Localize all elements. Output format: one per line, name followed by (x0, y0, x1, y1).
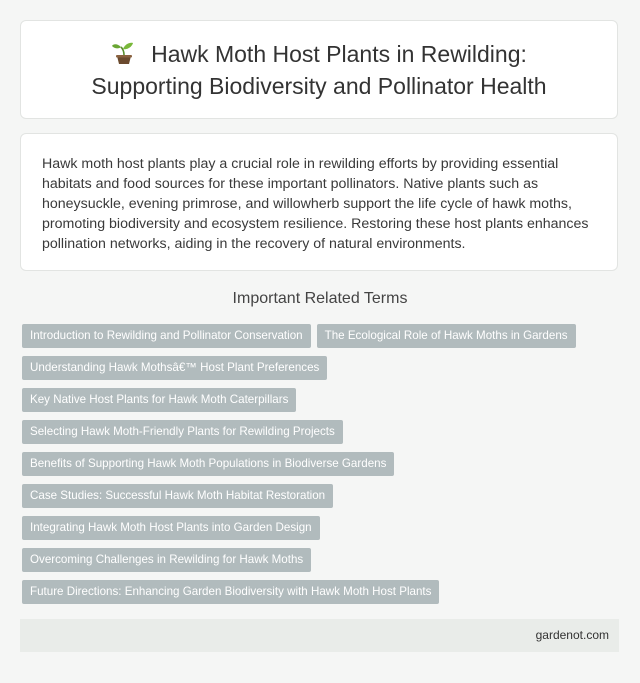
tag-row (22, 388, 622, 414)
summary-text: Hawk moth host plants play a crucial role in rewilding efforts by providing essential habitats and food sources for these important pollinators. Native plants such as honeysuckle, evening primrose, and willowherb support the life cycle of hawk moths, promoting biodiversity and ecosystem resilience. Restoring these host plants enhances pollination networks, aiding in the recovery of natural environments. (42, 156, 589, 252)
tag-row (22, 356, 622, 382)
title-line-1: Hawk Moth Host Plants in Rewilding: (151, 40, 527, 67)
title-card (20, 20, 618, 119)
tag-row (22, 420, 622, 446)
related-term-tag[interactable]: Integrating Hawk Moth Host Plants into Garden Design (22, 516, 320, 540)
related-term-tag[interactable]: Key Native Host Plants for Hawk Moth Caterpillars (22, 388, 296, 412)
related-terms-heading: Important Related Terms (232, 290, 408, 307)
related-term-tag[interactable]: The Ecological Role of Hawk Moths in Gardens (317, 324, 576, 348)
tag-row (22, 580, 622, 606)
tag-row (22, 548, 622, 574)
footer-site-link[interactable]: gardenot.com (535, 628, 609, 642)
footer (20, 619, 619, 652)
tag-row (22, 484, 622, 510)
page-title (91, 38, 546, 102)
related-term-tag[interactable]: Selecting Hawk Moth-Friendly Plants for Rewilding Projects (22, 420, 343, 444)
related-term-tag[interactable]: Understanding Hawk Mothsâ€™ Host Plant Preferences (22, 356, 327, 380)
title-line-2: Supporting Biodiversity and Pollinator Health (91, 72, 547, 99)
related-term-tag[interactable]: Introduction to Rewilding and Pollinator Conservation (22, 324, 311, 348)
related-term-tag[interactable]: Case Studies: Successful Hawk Moth Habitat Restoration (22, 484, 333, 508)
summary-card (20, 133, 618, 271)
tag-row (22, 324, 622, 350)
tag-row (22, 452, 622, 478)
seedling-icon (111, 41, 137, 65)
related-term-tag[interactable]: Future Directions: Enhancing Garden Biodiversity with Hawk Moth Host Plants (22, 580, 439, 604)
related-term-tag[interactable]: Overcoming Challenges in Rewilding for Hawk Moths (22, 548, 311, 572)
related-terms-list (22, 324, 622, 612)
related-term-tag[interactable]: Benefits of Supporting Hawk Moth Populations in Biodiverse Gardens (22, 452, 394, 476)
tag-row (22, 516, 622, 542)
